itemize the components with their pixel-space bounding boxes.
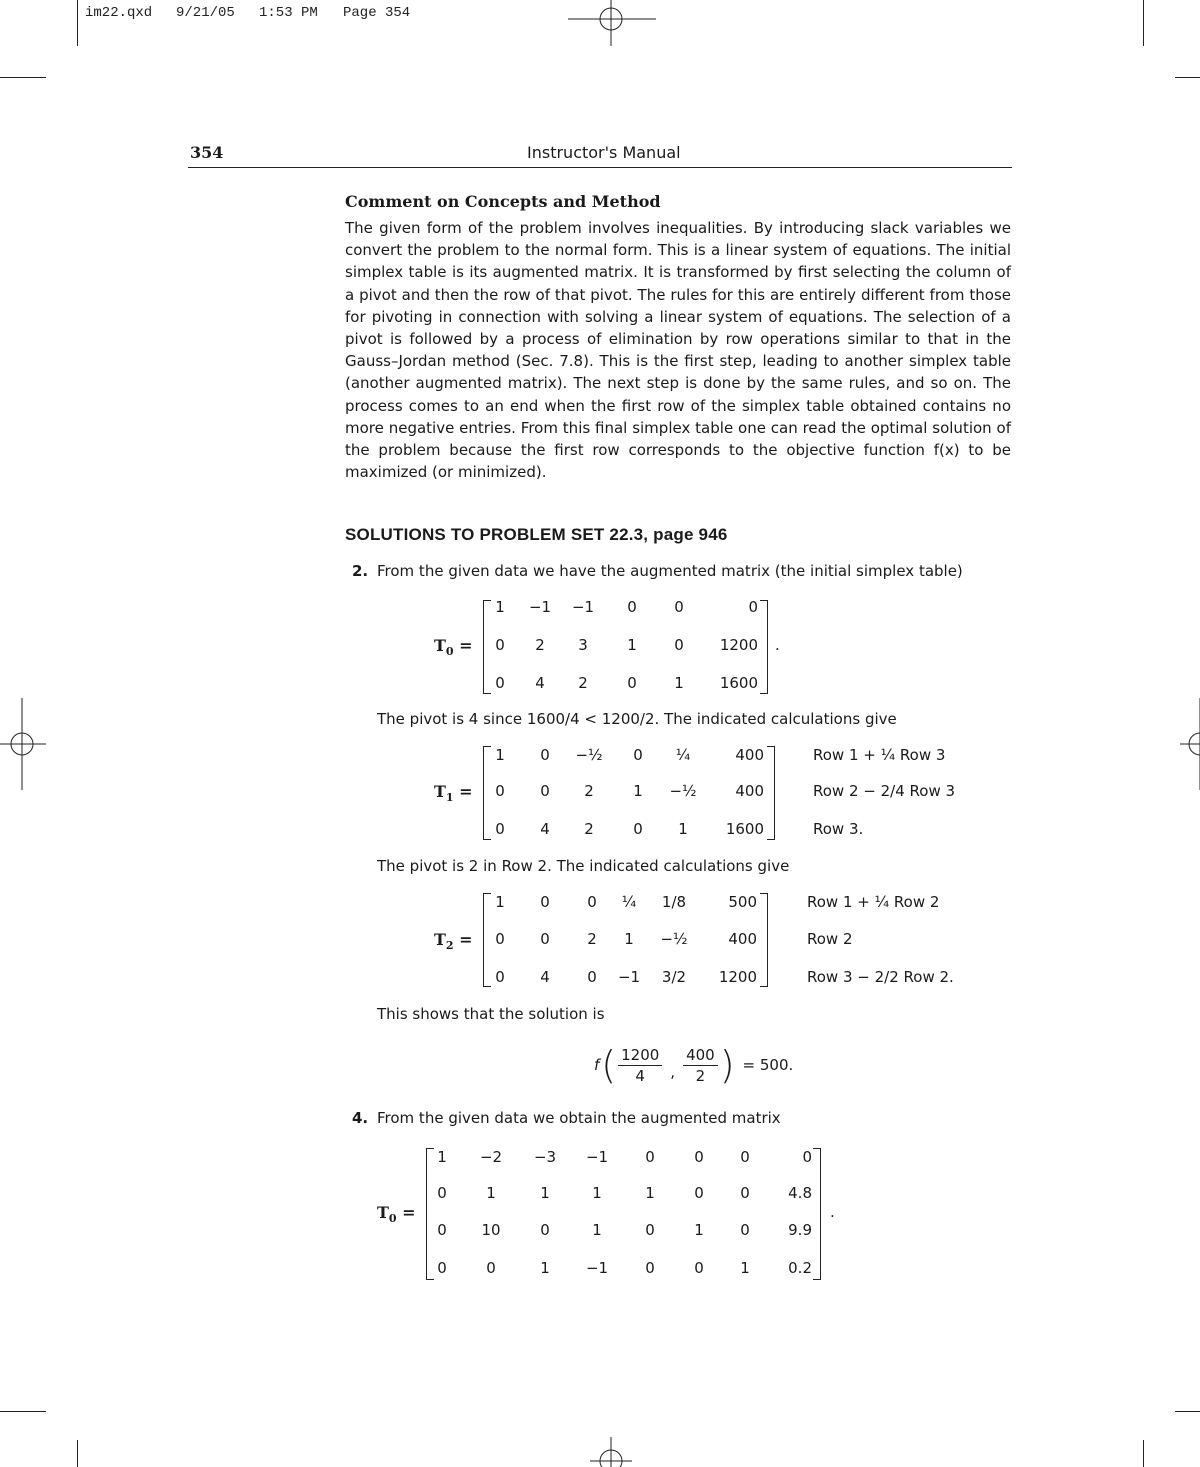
- matrix-cell: 0: [674, 598, 684, 616]
- comment-title: Comment on Concepts and Method: [345, 192, 661, 211]
- matrix-cell: 1: [495, 746, 505, 764]
- matrix-cell: −½: [669, 782, 697, 800]
- matrix-cell: 1: [592, 1184, 602, 1202]
- matrix-cell: −1: [617, 968, 641, 986]
- matrix-cell: 0: [633, 820, 643, 838]
- matrix-cell: 0: [645, 1148, 655, 1166]
- matrix-cell: 3: [578, 636, 588, 654]
- matrix-cell: 0: [645, 1259, 655, 1277]
- matrix-cell: 1: [495, 598, 505, 616]
- matrix-cell: 0: [748, 598, 758, 616]
- slug-time: 1:53 PM: [259, 5, 318, 21]
- solution-result: = 500.: [742, 1056, 794, 1074]
- matrix-label: $T_1$ =: [434, 782, 473, 805]
- problem-4-intro: From the given data we obtain the augmented matrix: [377, 1109, 781, 1127]
- matrix-bracket-right: [813, 1148, 821, 1280]
- matrix-cell: 0: [495, 968, 505, 986]
- matrix-cell: 0: [740, 1148, 750, 1166]
- matrix-cell: 0: [694, 1259, 704, 1277]
- matrix-end-mark: .: [775, 636, 780, 654]
- matrix-cell: −½: [660, 930, 688, 948]
- solution-fraction-1: 1200 4: [618, 1045, 662, 1086]
- matrix-cell: 1: [740, 1259, 750, 1277]
- matrix-cell: 0: [486, 1259, 496, 1277]
- matrix-cell: 1: [694, 1221, 704, 1239]
- matrix-cell: 10: [481, 1221, 501, 1239]
- comment-body: The given form of the problem involves inequalities. By introducing slack variables we convert the problem to the normal form. This is a linear system of equations. The initial simplex table is its augmented matrix. It is transformed by first selecting the column of a pivot and then the row of that pivot. The rules for this are entirely different from those for pivoting in connection with solving a linear system of equations. The selection of a pivot is followed by a process of elimination by row operations similar to that in the Gauss–Jordan method (Sec. 7.8). This is the first step, leading to another simplex table (another augmented matrix). The next step is done by the same rules, and so on. The process comes to an end when the first row of the simplex table obtained contains no more negative entries. From this final simplex table one can read the optimal solution of the problem because the first row corresponds to the objective function f(x) to be maximized (or minimized).: [345, 219, 1011, 482]
- solution-fraction-2: 400 2: [683, 1045, 718, 1086]
- matrix-label: $T_0$ =: [377, 1203, 416, 1226]
- matrix-label: $T_2$ =: [434, 930, 473, 953]
- matrix-cell: 1200: [719, 636, 758, 654]
- slug-file: im22.qxd: [85, 5, 153, 21]
- row-operation: Row 2: [807, 930, 853, 948]
- matrix-cell: ¼: [621, 893, 637, 911]
- row-operation: Row 3.: [813, 820, 864, 838]
- matrix-cell: 4: [540, 968, 550, 986]
- matrix-cell: 0: [627, 598, 637, 616]
- paren-open: (: [601, 1043, 617, 1087]
- matrix-cell: 0: [495, 674, 505, 692]
- slug-date: 9/21/05: [176, 5, 235, 21]
- matrix-cell: 400: [735, 746, 764, 764]
- matrix-cell: 1: [674, 674, 684, 692]
- matrix-cell: 0: [645, 1221, 655, 1239]
- registration-mark-left-icon: [0, 698, 50, 790]
- comma: ,: [670, 1063, 676, 1081]
- row-operation: Row 2 − 2/4 Row 3: [813, 782, 956, 800]
- matrix-cell: 0: [540, 930, 550, 948]
- matrix-cell: 1: [437, 1148, 447, 1166]
- matrix-bracket-right: [767, 746, 775, 840]
- matrix-cell: 0: [495, 930, 505, 948]
- matrix-cell: 1: [495, 893, 505, 911]
- matrix-cell: 0: [802, 1148, 812, 1166]
- matrix-cell: 1600: [719, 674, 758, 692]
- section-title: SOLUTIONS TO PROBLEM SET 22.3, page 946: [345, 525, 728, 544]
- matrix-cell: 0: [437, 1184, 447, 1202]
- matrix-cell: 400: [728, 930, 757, 948]
- matrix-cell: 1: [486, 1184, 496, 1202]
- running-title: Instructor's Manual: [527, 143, 681, 162]
- problem-4-number: 4.: [352, 1109, 369, 1127]
- matrix-cell: 0: [540, 893, 550, 911]
- matrix-cell: −1: [528, 598, 552, 616]
- matrix-cell: 4: [535, 674, 545, 692]
- matrix-cell: 1: [592, 1221, 602, 1239]
- matrix-cell: 0.2: [788, 1259, 812, 1277]
- matrix-cell: 1: [633, 782, 643, 800]
- registration-mark-bottom-icon: [580, 1437, 640, 1467]
- matrix-cell: 3/2: [661, 968, 687, 986]
- matrix-cell: 0: [495, 820, 505, 838]
- solution-text: This shows that the solution is: [377, 1005, 605, 1023]
- matrix-cell: −½: [575, 746, 603, 764]
- matrix-cell: 1: [627, 636, 637, 654]
- matrix-cell: 2: [584, 820, 594, 838]
- page-number: 354: [190, 143, 224, 162]
- matrix-cell: 0: [437, 1259, 447, 1277]
- matrix-cell: 1: [678, 820, 688, 838]
- matrix-cell: ¼: [675, 746, 691, 764]
- matrix-cell: 2: [578, 674, 588, 692]
- matrix-cell: 0: [740, 1184, 750, 1202]
- matrix-cell: 2: [584, 782, 594, 800]
- matrix-cell: 1200: [718, 968, 757, 986]
- matrix-cell: 0: [540, 746, 550, 764]
- matrix-cell: −2: [479, 1148, 503, 1166]
- matrix-cell: 0: [740, 1221, 750, 1239]
- row-operation: Row 3 − 2/2 Row 2.: [807, 968, 954, 986]
- matrix-bracket-right: [760, 893, 768, 987]
- registration-mark-right-icon: [1170, 698, 1200, 790]
- solution-function: f: [594, 1056, 600, 1074]
- matrix-cell: 4: [540, 820, 550, 838]
- matrix-bracket-right: [760, 600, 768, 694]
- header-rule: [188, 167, 1012, 168]
- paren-close: ): [719, 1043, 735, 1087]
- matrix-cell: 0: [495, 636, 505, 654]
- matrix-cell: 4.8: [788, 1184, 812, 1202]
- matrix-label: $T_0$ =: [434, 636, 473, 659]
- matrix-cell: 0: [587, 968, 597, 986]
- pivot-1-text: The pivot is 4 since 1600/4 < 1200/2. The indicated calculations give: [377, 710, 897, 728]
- matrix-cell: 1600: [725, 820, 764, 838]
- matrix-cell: 9.9: [788, 1221, 812, 1239]
- matrix-cell: 0: [540, 1221, 550, 1239]
- matrix-cell: 1: [645, 1184, 655, 1202]
- pivot-2-text: The pivot is 2 in Row 2. The indicated calculations give: [377, 857, 790, 875]
- matrix-cell: 500: [728, 893, 757, 911]
- matrix-cell: 1: [540, 1259, 550, 1277]
- matrix-cell: 0: [627, 674, 637, 692]
- matrix-cell: 0: [694, 1148, 704, 1166]
- solution-formula: [594, 1040, 793, 1090]
- matrix-cell: 0: [495, 782, 505, 800]
- matrix-cell: −1: [585, 1148, 609, 1166]
- matrix-cell: 2: [587, 930, 597, 948]
- row-operation: Row 1 + ¼ Row 3: [813, 746, 946, 764]
- matrix-cell: 1/8: [661, 893, 687, 911]
- matrix-cell: −3: [533, 1148, 557, 1166]
- matrix-cell: 0: [694, 1184, 704, 1202]
- problem-2-intro: From the given data we have the augmented matrix (the initial simplex table): [377, 562, 963, 580]
- registration-mark-top-icon: [560, 0, 660, 50]
- row-operation: Row 1 + ¼ Row 2: [807, 893, 940, 911]
- matrix-cell: 0: [674, 636, 684, 654]
- matrix-cell: −1: [585, 1259, 609, 1277]
- matrix-cell: −1: [571, 598, 595, 616]
- matrix-cell: 400: [735, 782, 764, 800]
- matrix-end-mark: .: [830, 1203, 835, 1221]
- matrix-cell: 1: [624, 930, 634, 948]
- matrix-cell: 1: [540, 1184, 550, 1202]
- matrix-cell: 0: [633, 746, 643, 764]
- slug-page: Page 354: [343, 5, 411, 21]
- matrix-cell: 2: [535, 636, 545, 654]
- problem-2-number: 2.: [352, 562, 369, 580]
- matrix-cell: 0: [540, 782, 550, 800]
- matrix-cell: 0: [587, 893, 597, 911]
- matrix-cell: 0: [437, 1221, 447, 1239]
